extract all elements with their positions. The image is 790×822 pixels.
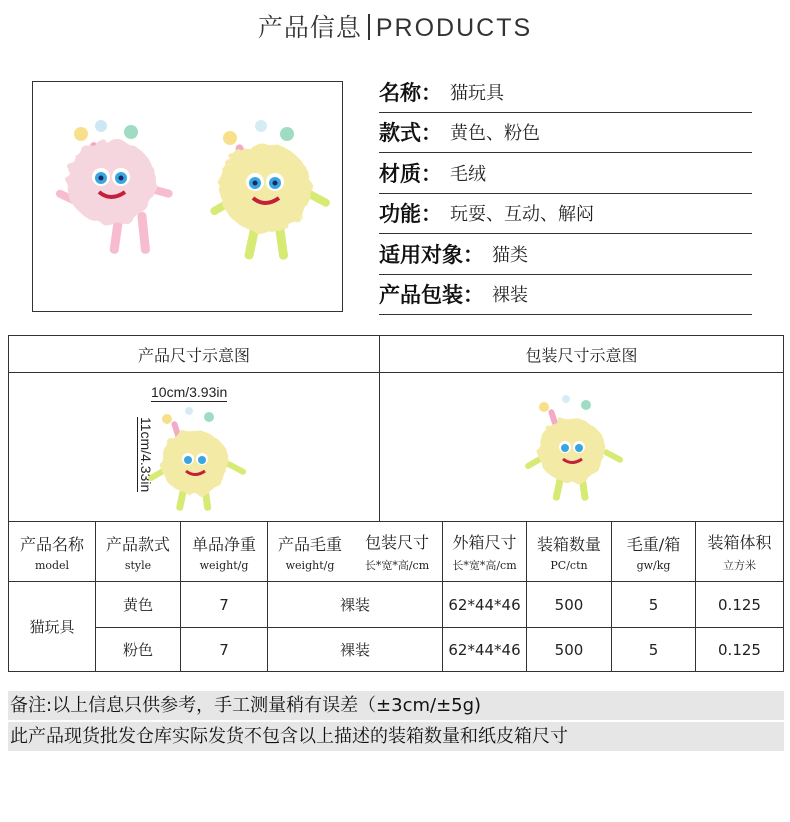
- table-row-2-qty: [527, 628, 612, 671]
- info-label: 款式：: [379, 121, 442, 146]
- info-label: 功能：: [379, 202, 442, 227]
- th-style: [96, 522, 181, 582]
- table-row-2-volume: [696, 628, 783, 671]
- product-photo: [32, 81, 343, 312]
- info-value: 玩耍、互动、解闷: [450, 204, 594, 226]
- th-carton-size: [443, 522, 527, 582]
- page-header: [0, 8, 790, 44]
- product-size-diagram: [9, 373, 380, 522]
- th-volume: [696, 522, 783, 582]
- pink-toy: [55, 120, 174, 254]
- cell-value: 0.125: [718, 595, 761, 614]
- table-row-1-volume: [696, 582, 783, 628]
- info-row-packaging: [379, 275, 752, 316]
- product-size-title-cell: [9, 336, 380, 373]
- header-divider: [368, 14, 370, 40]
- table-row-2-carton-size: [443, 628, 527, 671]
- th-cn: 外箱尺寸: [452, 533, 517, 552]
- th-cn: 产品毛重: [277, 534, 342, 554]
- info-row-material: [379, 153, 752, 194]
- cell-value: 0.125: [718, 640, 761, 659]
- info-value: 毛绒: [450, 163, 486, 185]
- th-net-weight: [181, 522, 268, 582]
- cat-toy-illustration: [33, 82, 342, 311]
- cell-value: 黄色: [122, 596, 153, 614]
- info-value: 黄色、粉色: [450, 123, 540, 145]
- th-en: weight/g: [199, 558, 249, 572]
- yellow-toy: [209, 120, 331, 260]
- cell-value: 5: [648, 640, 659, 659]
- table-row-2-gw: [612, 628, 696, 671]
- info-row-name: [379, 72, 752, 113]
- table-row-1-carton-size: [443, 582, 527, 628]
- table-row-1-qty: [527, 582, 612, 628]
- table-row-2-style: [96, 628, 181, 671]
- th-en: 长*宽*高/cm: [452, 559, 517, 572]
- th-package-size: [352, 522, 443, 582]
- th-gross-weight: [268, 522, 352, 582]
- info-value: 猫玩具: [450, 82, 504, 104]
- height-dimension-label: 11cm/4.33in: [138, 417, 154, 493]
- th-qty: [527, 522, 612, 582]
- product-name-value: 猫玩具: [29, 618, 75, 636]
- cell-value: 裸装: [339, 596, 370, 614]
- note-line-1: 备注:以上信息只供参考，手工测量稍有误差（±3cm/±5g): [8, 691, 784, 720]
- cell-value: 62*44*46: [448, 640, 521, 659]
- cell-value: 裸装: [339, 641, 370, 659]
- th-gw: [612, 522, 696, 582]
- table-row-1-net-weight: [181, 582, 268, 628]
- th-cn: 产品款式: [105, 534, 170, 554]
- package-size-title: 包装尺寸示意图: [525, 345, 638, 365]
- th-cn: 装箱体积: [707, 533, 772, 552]
- cell-value: 粉色: [122, 641, 153, 659]
- th-cn: 产品名称: [19, 534, 84, 554]
- info-row-function: [379, 194, 752, 235]
- th-cn: 单品净重: [191, 534, 256, 554]
- th-en: 立方米: [723, 559, 756, 572]
- th-en: 长*宽*高/cm: [364, 559, 430, 572]
- info-label: 材质：: [379, 161, 442, 186]
- info-label: 名称：: [379, 80, 442, 105]
- cell-value: 500: [554, 640, 584, 659]
- package-size-diagram: [380, 373, 783, 522]
- td-product-name: [9, 582, 96, 671]
- cell-value: 7: [219, 640, 229, 659]
- size-spec-table: [8, 335, 784, 672]
- cell-value: 7: [219, 595, 229, 614]
- th-en: weight/g: [285, 558, 335, 572]
- package-size-title-cell: [380, 336, 783, 373]
- table-row-2-package: [268, 628, 443, 671]
- th-en: gw/kg: [636, 558, 671, 572]
- th-en: style: [124, 558, 152, 572]
- info-label: 产品包装：: [379, 283, 484, 308]
- product-size-title: 产品尺寸示意图: [137, 345, 250, 365]
- yellow-toy-size-icon: [143, 407, 253, 517]
- cell-value: 500: [554, 595, 584, 614]
- info-value: 裸装: [492, 285, 528, 307]
- th-model: [9, 522, 96, 582]
- table-row-1-style: [96, 582, 181, 628]
- th-cn: 装箱数量: [536, 534, 601, 554]
- table-row-2-net-weight: [181, 628, 268, 671]
- table-row-1-gw: [612, 582, 696, 628]
- table-row-1-package: [268, 582, 443, 628]
- info-value: 猫类: [492, 244, 528, 266]
- info-row-target: [379, 234, 752, 275]
- packaged-toy-icon: [520, 393, 630, 508]
- width-dimension-label: 10cm/3.93in: [151, 384, 228, 400]
- header-title-cn: 产品信息: [257, 13, 362, 42]
- info-row-style: [379, 113, 752, 154]
- product-info-list: [379, 72, 752, 315]
- info-label: 适用对象：: [379, 242, 484, 267]
- th-cn: 毛重/箱: [626, 534, 681, 554]
- cell-value: 62*44*46: [448, 595, 521, 614]
- th-cn: 包装尺寸: [364, 533, 429, 552]
- th-en: PC/ctn: [550, 558, 588, 572]
- th-en: model: [34, 558, 70, 572]
- note-line-2: 此产品现货批发仓库实际发货不包含以上描述的装箱数量和纸皮箱尺寸: [8, 722, 784, 751]
- header-title-en: PRODUCTS: [375, 14, 533, 42]
- cell-value: 5: [648, 595, 659, 614]
